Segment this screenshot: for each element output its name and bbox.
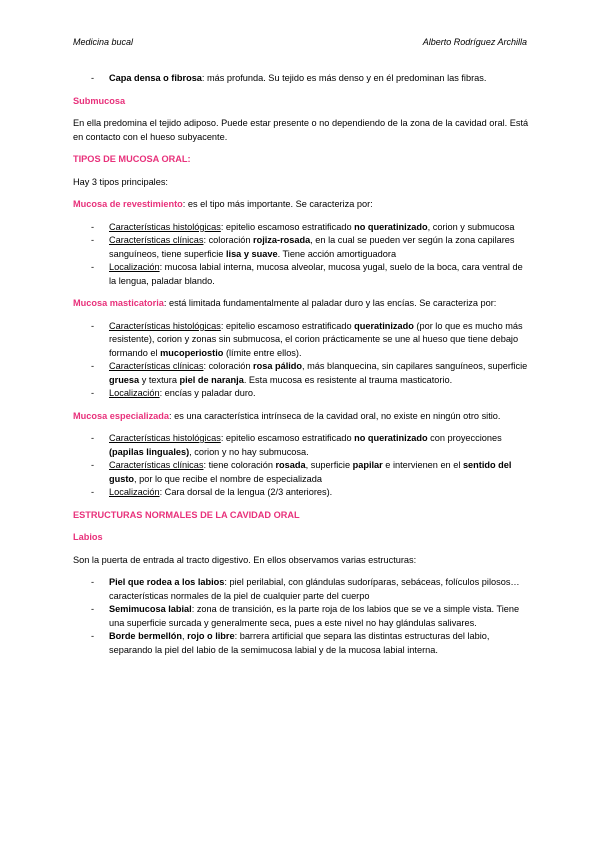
tipos-heading: TIPOS DE MUCOSA ORAL: — [73, 154, 191, 164]
header-course: Medicina bucal — [73, 37, 134, 47]
labios-list — [73, 576, 531, 657]
list-item: - Piel que rodea a los labios: piel perilabial, con glándulas sudoríparas, sebáceas, folículos pilosos… características normales de la piel de cualquier parte del cuerpo — [91, 577, 520, 601]
header-author: Alberto Rodríguez Archilla — [422, 37, 527, 47]
masticatoria-intro: Mucosa masticatoria: está limitada fundamentalmente al paladar duro y las encías. Se caracteriza por: — [73, 298, 497, 308]
list-item: - Borde bermellón, rojo o libre: barrera artificial que separa las distintas estructuras del labio, separando la piel del labio de la semimucosa labial y de la mucosa labial interna. — [91, 631, 490, 655]
list-item: - Semimucosa labial: zona de transición, es la parte roja de los labios que se ve a simple vista. Tiene una superficie surcada y generalmente seca, pues a este nivel no hay glándulas salivares. — [91, 604, 520, 628]
list-item: - Características clínicas: coloración rosa pálido, más blanquecina, sin capilares sanguíneos, superficie gruesa y textura piel de naranja. Esta mucosa es resistente al trauma masticatorio. — [91, 361, 528, 385]
list-item: - Localización: Cara dorsal de la lengua (2/3 anteriores). — [91, 487, 333, 497]
masticatoria-list — [73, 320, 531, 401]
list-item: - Características histológicas: epitelio escamoso estratificado no queratinizado, corion y submucosa — [91, 221, 515, 232]
list-item: - Capa densa o fibrosa: más profunda. Su tejido es más denso y en él predominan las fibras. — [91, 73, 487, 83]
list-item: - Características clínicas: coloración rojiza-rosada, en la cual se pueden ver según la zona capilares sanguíneos, tiene superficie lisa y suave. Tiene acción amortiguadora — [91, 235, 515, 259]
revestimiento-intro: Mucosa de revestimiento: es el tipo más importante. Se caracteriza por: — [73, 199, 373, 209]
especializada-list — [73, 432, 531, 500]
list-item: - Características clínicas: tiene coloración rosada, superficie papilar e intervienen en el sentido del gusto, por lo que recibe el nombre de especializada — [91, 460, 512, 484]
submucosa-heading: Submucosa — [73, 95, 126, 106]
revestimiento-list — [73, 221, 531, 289]
list-item: - Características histológicas: epitelio escamoso estratificado no queratinizado con proyecciones (papilas linguales), corion y no hay submucosa. — [91, 433, 502, 457]
labios-intro: Son la puerta de entrada al tracto digestivo. En ellos observamos varias estructuras: — [73, 554, 417, 565]
capa-densa-list — [73, 72, 531, 86]
estructuras-heading: ESTRUCTURAS NORMALES DE LA CAVIDAD ORAL — [73, 509, 300, 520]
submucosa-paragraph: En ella predomina el tejido adiposo. Puede estar presente o no dependiendo de la zona de la cavidad oral. Está en contacto con el hueso subyacente. — [73, 118, 529, 142]
list-item: - Características histológicas: epitelio escamoso estratificado queratinizado (por lo que es mucho más resistente), corion y zonas sin submucosa, el corion prácticamente se une al hueso que tiene debajo formando el mucoperiostio (límite entre ellos). — [91, 320, 523, 358]
document-body — [73, 72, 531, 657]
list-item: - Localización: mucosa labial interna, mucosa alveolar, mucosa yugal, suelo de la boca, cara ventral de la lengua, paladar blando. — [91, 262, 523, 286]
list-item: - Localización: encías y paladar duro. — [91, 388, 256, 398]
especializada-intro: Mucosa especializada: es una característica intrínseca de la cavidad oral, no existe en ningún otro sitio. — [73, 410, 501, 421]
tipos-intro: Hay 3 tipos principales: — [73, 176, 168, 187]
labios-heading: Labios — [73, 532, 103, 542]
